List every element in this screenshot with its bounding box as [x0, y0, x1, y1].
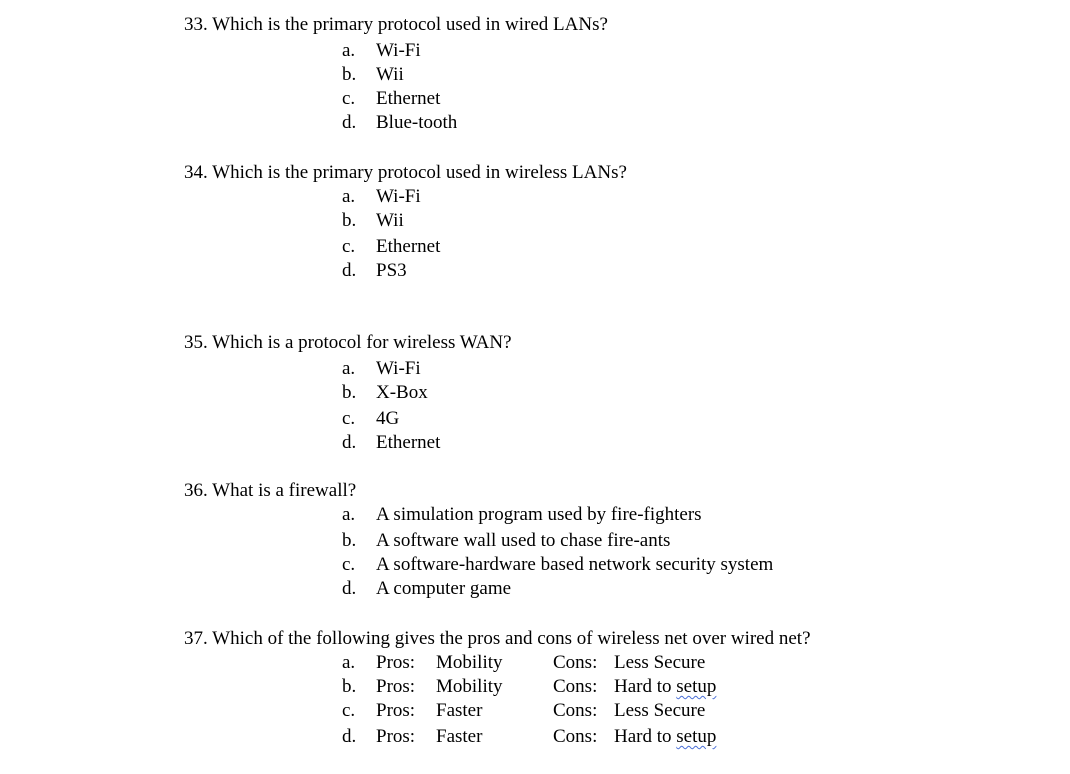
- text-run: b.: [342, 64, 357, 85]
- question-text: [184, 161, 627, 185]
- pros-label: Pros:: [376, 652, 416, 673]
- text-run: c.: [342, 88, 356, 109]
- text-run: Hard to: [614, 726, 677, 747]
- text-run: Blue-tooth: [376, 112, 458, 133]
- text-run: Which is a protocol for wireless WAN?: [212, 332, 512, 353]
- text-run: Which is the primary protocol used in wired LANs?: [212, 14, 608, 35]
- text-run: d.: [342, 578, 357, 599]
- cons-value: Less Secure: [614, 652, 706, 673]
- text-run: Wii: [376, 64, 404, 85]
- text-run: Ethernet: [376, 236, 441, 257]
- pros-label: Pros:: [376, 726, 416, 747]
- text-run: b.: [342, 210, 357, 231]
- text-run: a.: [342, 186, 356, 207]
- pros-label: Pros:: [376, 676, 416, 697]
- text-run: A computer game: [376, 578, 512, 599]
- text-run: Ethernet: [376, 432, 441, 453]
- cons-label: Cons:: [553, 676, 598, 697]
- text-run: c.: [342, 408, 356, 429]
- text-run: d.: [342, 260, 357, 281]
- pros-value: Mobility: [436, 652, 503, 673]
- spellcheck-flagged-word[interactable]: setup: [676, 726, 717, 747]
- cons-value: [614, 675, 716, 699]
- question-text: [184, 331, 512, 355]
- cons-label: Cons:: [553, 700, 598, 721]
- text-run: a.: [342, 652, 356, 673]
- text-run: c.: [342, 236, 356, 257]
- text-run: A software wall used to chase fire-ants: [376, 530, 671, 551]
- text-run: b.: [342, 530, 357, 551]
- question-text: [184, 13, 608, 37]
- text-run: 34.: [184, 162, 208, 183]
- text-run: b.: [342, 676, 357, 697]
- text-run: Wi-Fi: [376, 40, 421, 61]
- pros-value: Faster: [436, 726, 483, 747]
- text-run: Wi-Fi: [376, 358, 421, 379]
- text-run: Wi-Fi: [376, 186, 421, 207]
- pros-value: Faster: [436, 700, 483, 721]
- pros-label: Pros:: [376, 700, 416, 721]
- text-run: 35.: [184, 332, 208, 353]
- question-text: [184, 627, 811, 651]
- text-run: d.: [342, 432, 357, 453]
- text-run: Wii: [376, 210, 404, 231]
- cons-label: Cons:: [553, 652, 598, 673]
- text-run: c.: [342, 554, 356, 575]
- cons-value: Less Secure: [614, 700, 706, 721]
- text-run: X-Box: [376, 382, 428, 403]
- text-run: Which is the primary protocol used in wireless LANs?: [212, 162, 627, 183]
- text-run: A software-hardware based network security system: [376, 554, 774, 575]
- text-run: c.: [342, 700, 356, 721]
- text-run: PS3: [376, 260, 407, 281]
- text-run: 33.: [184, 14, 208, 35]
- text-run: What is a firewall?: [212, 480, 357, 501]
- text-run: Ethernet: [376, 88, 441, 109]
- text-run: d.: [342, 112, 357, 133]
- cons-label: Cons:: [553, 726, 598, 747]
- text-run: a.: [342, 40, 356, 61]
- text-run: b.: [342, 382, 357, 403]
- text-run: 37.: [184, 628, 208, 649]
- pros-value: Mobility: [436, 676, 503, 697]
- text-run: A simulation program used by fire-fighters: [376, 504, 702, 525]
- question-text: [184, 479, 356, 503]
- text-run: Hard to: [614, 676, 677, 697]
- text-run: a.: [342, 358, 356, 379]
- text-run: Which of the following gives the pros and cons of wireless net over wired net?: [212, 628, 811, 649]
- cons-value: [614, 725, 716, 749]
- text-run: 4G: [376, 408, 400, 429]
- text-run: d.: [342, 726, 357, 747]
- spellcheck-flagged-word[interactable]: setup: [676, 676, 717, 697]
- text-run: 36.: [184, 480, 208, 501]
- text-run: a.: [342, 504, 356, 525]
